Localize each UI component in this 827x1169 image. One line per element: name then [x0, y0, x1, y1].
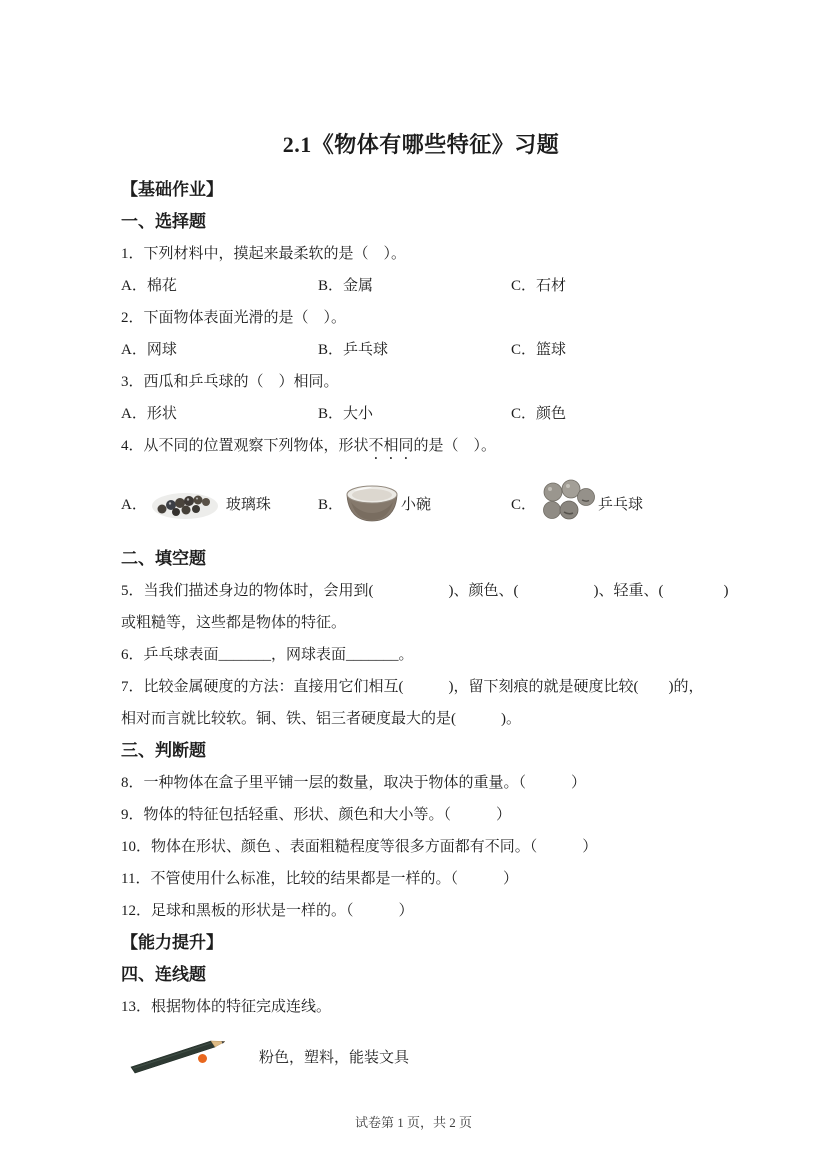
option-2b: B．乒乓球: [318, 342, 389, 358]
pencil-icon: [125, 1031, 237, 1077]
option-4a-caption: 玻璃珠: [225, 496, 271, 513]
question-3-stem: 3．西瓜和乒乓球的（ ）相同。: [121, 374, 339, 390]
connector-dot: [198, 1054, 207, 1063]
option-1c: C．石材: [511, 278, 567, 294]
question-1-options: [121, 270, 721, 302]
question-2-stem: 2．下面物体表面光滑的是（ ）。: [121, 310, 347, 326]
question-11: 11．不管使用什么标准，比较的结果都是一样的。（ ）: [121, 871, 518, 887]
question-13-stem: 13．根据物体的特征完成连线。: [121, 999, 332, 1015]
heading-fill-section: 二、填空题: [121, 549, 206, 568]
question-4-stem-post: 的是（ ）。: [413, 438, 497, 454]
option-2a: A．网球: [121, 342, 177, 358]
heading-match-section: 四、连线题: [121, 965, 206, 984]
match-right-text: 粉色，塑料，能装文具: [259, 1050, 410, 1066]
pingpong-balls-icon: [538, 479, 596, 527]
question-1-stem: 1．下列材料中，摸起来最柔软的是（ ）。: [121, 246, 407, 262]
question-3-options: [121, 398, 721, 430]
question-6: 6．乒乓球表面_______，网球表面_______。: [121, 647, 414, 663]
glass-beads-icon: [149, 483, 224, 523]
heading-choice-section: 一、选择题: [121, 212, 206, 231]
question-2-options: [121, 334, 721, 366]
question-8: 8．一种物体在盒子里平铺一层的数量，取决于物体的重量。（ ）: [121, 775, 587, 791]
question-5-line1: 5．当我们描述身边的物体时，会用到( )、颜色、( )、轻重、( ): [121, 583, 729, 599]
question-4-stem-emphasis: 不相同: [368, 438, 414, 454]
option-4b-caption: 小碗: [401, 496, 432, 513]
option-4c-label: C．: [511, 496, 537, 513]
section-label-advanced: 【能力提升】: [121, 933, 223, 952]
question-5-line2: 或粗糙等，这些都是物体的特征。: [121, 615, 347, 631]
question-7-line2: 相对而言就比较软。铜、铁、铝三者硬度最大的是( )。: [121, 711, 521, 727]
option-3a: A．形状: [121, 406, 177, 422]
page-title: 2.1《物体有哪些特征》习题: [282, 132, 560, 157]
question-7-line1: 7．比较金属硬度的方法：直接用它们相互( )，留下刻痕的就是硬度比较( )的，: [121, 679, 704, 695]
heading-judge-section: 三、判断题: [121, 741, 206, 760]
question-4-stem: [121, 430, 721, 463]
section-label-basic: 【基础作业】: [121, 180, 223, 199]
option-4b: [318, 482, 511, 524]
question-4-stem-pre: 4．从不同的位置观察下列物体，形状: [121, 438, 369, 454]
page-footer: 试卷第 1 页，共 2 页: [354, 1115, 472, 1130]
pencil-image-wrap: [125, 1031, 237, 1082]
option-1a: A．棉花: [121, 278, 177, 294]
question-10: 10．物体在形状、颜色 、表面粗糙程度等很多方面都有不同。（ ）: [121, 839, 598, 855]
worksheet-content: [121, 0, 729, 1085]
small-bowl-icon: [345, 482, 399, 524]
option-4b-label: B．: [318, 496, 344, 513]
option-3b: B．大小: [318, 406, 374, 422]
option-1b: B．金属: [318, 278, 374, 294]
option-2c: C．篮球: [511, 342, 567, 358]
option-4c: [511, 479, 721, 527]
option-4a: [121, 483, 318, 523]
question-12: 12．足球和黑板的形状是一样的。（ ）: [121, 903, 414, 919]
question-9: 9．物体的特征包括轻重、形状、颜色和大小等。（ ）: [121, 807, 512, 823]
option-4c-caption: 乒乓球: [598, 496, 644, 513]
question-4-image-options: [121, 463, 721, 543]
question-13-match-row: [121, 1023, 721, 1085]
option-3c: C．颜色: [511, 406, 567, 422]
option-4a-label: A．: [121, 496, 147, 513]
